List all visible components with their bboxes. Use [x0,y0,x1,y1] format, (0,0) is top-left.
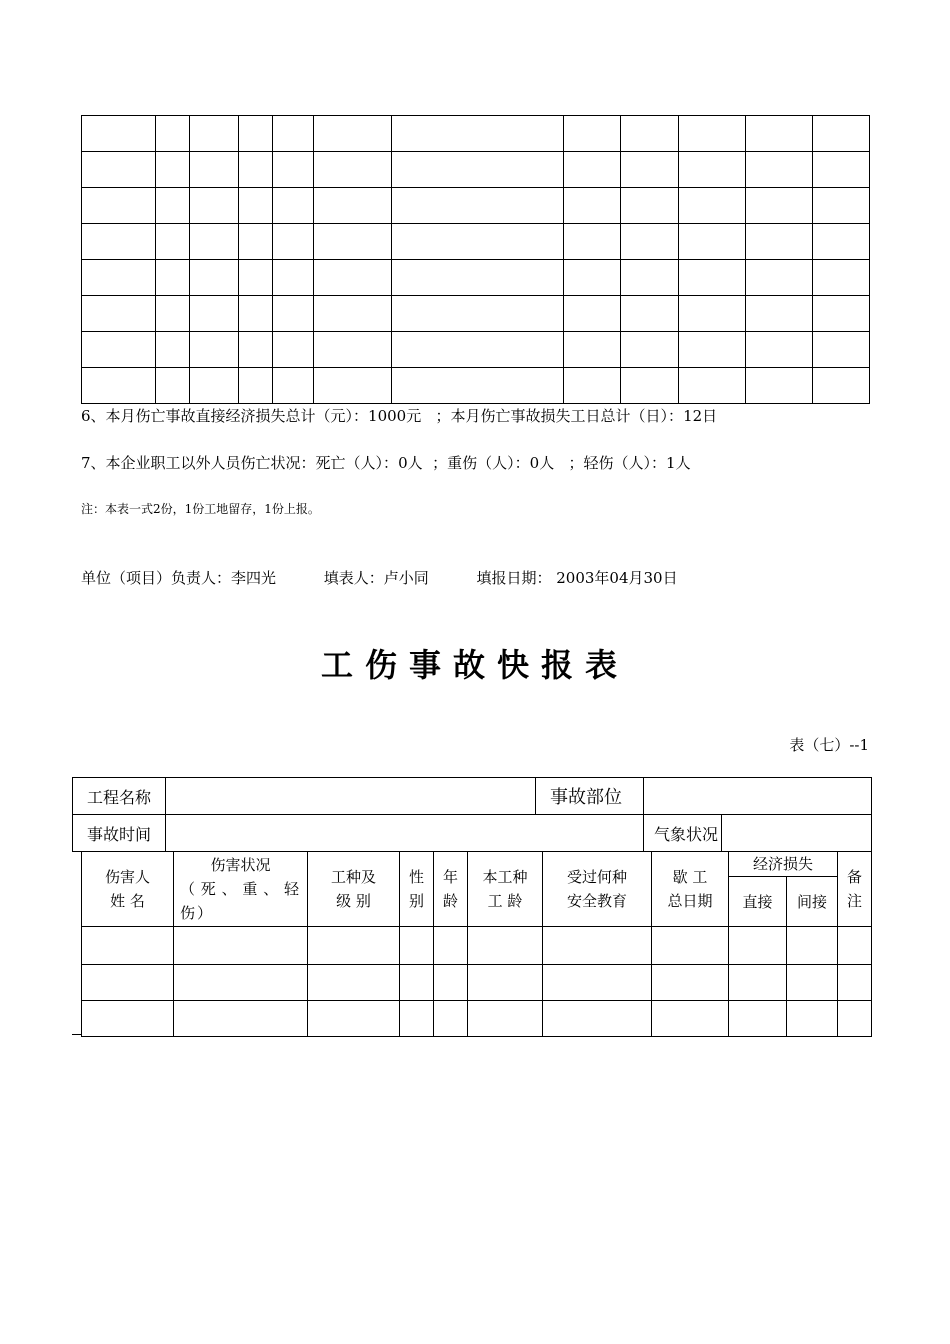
col-remark: 备 注 [838,852,872,927]
table-cell[interactable] [239,260,273,296]
table-cell[interactable] [392,116,564,152]
death-label: 死亡（人）： [315,454,399,472]
table-cell[interactable] [621,260,679,296]
form-number: 表（七）--1 [789,736,869,754]
table-cell[interactable] [652,927,729,965]
table-cell[interactable] [621,332,679,368]
table-row [82,965,872,1001]
table-cell[interactable] [543,1001,652,1037]
table-cell[interactable] [564,368,621,404]
table-cell[interactable] [746,296,813,332]
table-cell[interactable] [729,965,787,1001]
table-row [82,296,870,332]
table-cell[interactable] [239,332,273,368]
table-cell[interactable] [838,927,872,965]
col-loss-direct: 直接 [729,877,787,927]
table-cell[interactable] [273,224,314,260]
table-cell[interactable] [239,368,273,404]
table-cell[interactable] [156,188,190,224]
table-cell[interactable] [679,260,746,296]
table-cell[interactable] [190,116,239,152]
table-cell[interactable] [239,188,273,224]
date-label: 填报日期： [476,569,552,587]
table-cell[interactable] [838,1001,872,1037]
table-cell[interactable] [813,296,870,332]
serious-label: ；重伤（人）： [432,454,530,472]
table-cell[interactable] [652,1001,729,1037]
table-cell[interactable] [392,188,564,224]
table-cell[interactable] [813,188,870,224]
table-cell[interactable] [838,965,872,1001]
table-cell[interactable] [400,965,434,1001]
col-trade-seniority: 本工种 工 龄 [468,852,543,927]
table-cell[interactable] [434,1001,468,1037]
table-cell[interactable] [787,927,838,965]
table-bottom-rule [72,1034,81,1035]
table-cell[interactable] [82,152,156,188]
table-row [82,116,870,152]
col-economic-loss: 经济损失 [729,852,838,877]
table-cell[interactable] [156,260,190,296]
table-cell[interactable] [621,368,679,404]
col-injured-name: 伤害人 姓 名 [82,852,174,927]
table-cell[interactable] [679,188,746,224]
death-value: 0人 [398,454,423,472]
filler-label: 填表人： [323,569,384,587]
minor-value: 1人 [666,454,691,472]
table-cell[interactable] [729,927,787,965]
table-cell[interactable] [564,224,621,260]
table-cell[interactable] [82,965,174,1001]
project-name-label: 工程名称 [73,778,166,815]
table-cell[interactable] [156,296,190,332]
table-cell[interactable] [564,296,621,332]
table-cell[interactable] [746,152,813,188]
table-cell[interactable] [564,116,621,152]
table-cell[interactable] [813,368,870,404]
table-cell[interactable] [82,1001,174,1037]
project-name-field[interactable] [166,778,536,815]
summary-line-7 [81,452,691,473]
table-row [82,260,870,296]
table-cell[interactable] [679,224,746,260]
table-row [82,188,870,224]
table-row [82,224,870,260]
table-cell[interactable] [174,927,308,965]
col-age: 年 龄 [434,852,468,927]
table-cell[interactable] [190,224,239,260]
table-cell[interactable] [174,1001,308,1037]
line6-label-a: 6、本月伤亡事故直接经济损失总计（元）： [81,407,369,425]
table-cell[interactable] [679,368,746,404]
table-cell[interactable] [273,188,314,224]
leader-label: 单位（项目）负责人： [81,569,232,587]
table-cell[interactable] [314,224,392,260]
table-cell[interactable] [273,260,314,296]
form-title: 工伤事故快报表 [320,646,629,684]
table-cell[interactable] [190,260,239,296]
table-cell[interactable] [190,188,239,224]
weather-field[interactable] [722,815,872,852]
table-row [82,332,870,368]
table-cell[interactable] [564,152,621,188]
table-cell[interactable] [564,332,621,368]
table-cell[interactable] [190,152,239,188]
table-cell[interactable] [239,296,273,332]
col-sex: 性 别 [400,852,434,927]
table-cell[interactable] [434,927,468,965]
table-cell[interactable] [729,1001,787,1037]
table-cell[interactable] [156,332,190,368]
table-cell[interactable] [308,1001,400,1037]
col-loss-indirect: 间接 [787,877,838,927]
table-cell[interactable] [746,260,813,296]
table-cell[interactable] [813,152,870,188]
table-cell[interactable] [82,116,156,152]
table-row [82,1001,872,1037]
table-cell[interactable] [273,116,314,152]
minor-label: ；轻伤（人）： [568,454,667,472]
table-cell[interactable] [82,332,156,368]
table-cell[interactable] [273,296,314,332]
table-cell[interactable] [156,224,190,260]
table-cell[interactable] [314,368,392,404]
col-trade-level: 工种及 级 别 [308,852,400,927]
serious-value: 0人 [529,454,555,472]
table-cell[interactable] [82,368,156,404]
table-cell[interactable] [813,116,870,152]
table-cell[interactable] [787,1001,838,1037]
table-cell[interactable] [273,152,314,188]
table-cell[interactable] [82,927,174,965]
col-days-off: 歇 工 总日期 [652,852,729,927]
line6-label-b: ；本月伤亡事故损失工日总计（日）： [435,407,684,425]
table-cell[interactable] [190,368,239,404]
table-cell[interactable] [156,368,190,404]
table-cell[interactable] [190,296,239,332]
table-row [82,152,870,188]
table-row [82,927,872,965]
table-cell[interactable] [392,332,564,368]
table-cell[interactable] [314,116,392,152]
table-cell[interactable] [82,260,156,296]
previous-report-table [81,115,870,404]
table-cell[interactable] [468,1001,543,1037]
table-cell[interactable] [82,224,156,260]
table-cell[interactable] [746,188,813,224]
accident-location-field[interactable] [644,778,872,815]
table-cell[interactable] [239,224,273,260]
table-cell[interactable] [787,965,838,1001]
table-cell[interactable] [308,927,400,965]
table-cell[interactable] [392,152,564,188]
table-cell[interactable] [564,188,621,224]
col-injury-status: 伤害状况 （死、重、轻伤） [174,852,308,927]
table-cell[interactable] [434,965,468,1001]
table-cell[interactable] [314,152,392,188]
table-cell[interactable] [679,116,746,152]
table-cell[interactable] [543,927,652,965]
signoff-line [81,567,678,588]
table-cell[interactable] [652,965,729,1001]
table-cell[interactable] [392,224,564,260]
table-cell[interactable] [813,224,870,260]
accident-location-label: 事故部位 [536,778,644,815]
line6-value-b: 12日 [683,407,718,425]
table-cell[interactable] [621,296,679,332]
table-cell[interactable] [468,965,543,1001]
injured-person-table [81,851,872,1037]
table-cell[interactable] [679,296,746,332]
table-cell[interactable] [621,116,679,152]
table-cell[interactable] [273,368,314,404]
table-cell[interactable] [308,965,400,1001]
table-cell[interactable] [564,260,621,296]
table-cell[interactable] [239,116,273,152]
table-cell[interactable] [679,152,746,188]
table-cell[interactable] [82,188,156,224]
table-cell[interactable] [314,332,392,368]
table-cell[interactable] [174,965,308,1001]
table-cell[interactable] [813,260,870,296]
leader-value: 李四光 [231,569,277,587]
table-cell[interactable] [621,224,679,260]
table-cell[interactable] [746,116,813,152]
table-cell[interactable] [746,224,813,260]
copies-note: 注：本表一式2份，1份工地留存，1份上报。 [81,502,320,516]
table-cell[interactable] [746,368,813,404]
table-cell[interactable] [314,188,392,224]
line7-label: 7、本企业职工以外人员伤亡状况： [81,454,316,472]
table-cell[interactable] [239,152,273,188]
filler-value: 卢小同 [383,569,429,587]
summary-line-6 [81,405,717,426]
accident-header-table [72,777,872,852]
table-cell[interactable] [400,927,434,965]
table-cell[interactable] [621,152,679,188]
table-cell[interactable] [400,1001,434,1037]
table-cell[interactable] [543,965,652,1001]
table-cell[interactable] [392,260,564,296]
table-cell[interactable] [273,332,314,368]
table-cell[interactable] [314,260,392,296]
table-cell[interactable] [746,332,813,368]
table-row [82,368,870,404]
table-cell[interactable] [392,368,564,404]
table-cell[interactable] [82,296,156,332]
accident-time-label: 事故时间 [73,815,166,852]
date-value: 2003年04月30日 [556,569,678,587]
table-cell[interactable] [468,927,543,965]
accident-time-field[interactable] [166,815,644,852]
table-cell[interactable] [314,296,392,332]
weather-label: 气象状况 [644,815,722,852]
table-cell[interactable] [621,188,679,224]
table-cell[interactable] [813,332,870,368]
table-cell[interactable] [392,296,564,332]
table-cell[interactable] [679,332,746,368]
table-cell[interactable] [156,116,190,152]
line6-value-a: 1000元 [368,407,422,425]
col-safety-training: 受过何种 安全教育 [543,852,652,927]
table-cell[interactable] [156,152,190,188]
table-cell[interactable] [190,332,239,368]
